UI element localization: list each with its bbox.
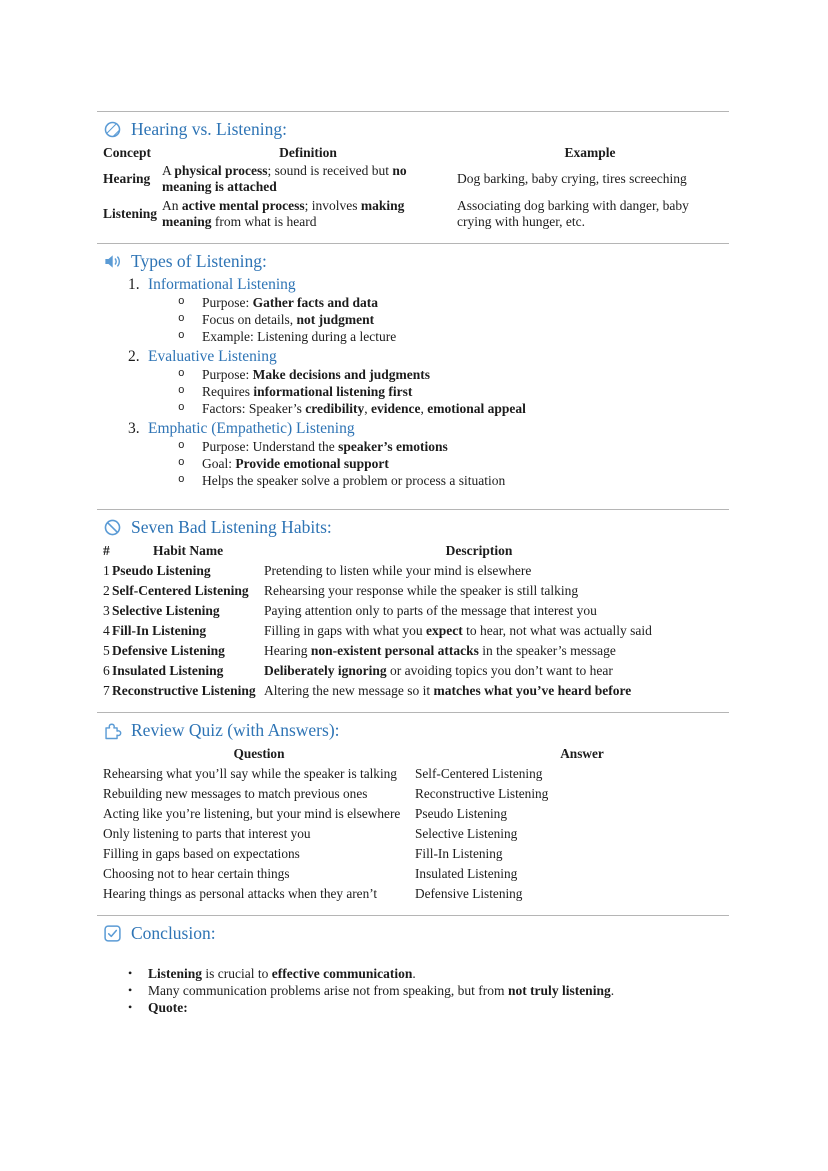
habit-name: Fill-In Listening (112, 623, 207, 638)
quiz-question: Acting like you’re listening, but your mind is elsewhere (103, 806, 401, 821)
table-row (103, 621, 723, 641)
habit-name: Selective Listening (112, 603, 220, 618)
sub-point (97, 294, 729, 311)
habit-name: Defensive Listening (112, 643, 225, 658)
habit-number: 4 (103, 623, 110, 638)
section-title: Seven Bad Listening Habits: (131, 517, 332, 537)
sub-point (97, 328, 729, 345)
circle-bullet-marker: o (178, 330, 185, 342)
habit-description: Paying attention only to parts of the message that interest you (264, 603, 597, 618)
circle-bullet-marker: o (178, 313, 185, 325)
definition-cell: A physical process; sound is received but no meaning is attached (162, 163, 407, 194)
bullet-marker: • (128, 983, 133, 997)
bullet-text: Quote: (148, 1000, 188, 1015)
bullet-marker: • (128, 1000, 133, 1014)
quiz-question: Filling in gaps based on expectations (103, 846, 300, 861)
column-header-answer: Answer (560, 746, 604, 761)
habit-number: 6 (103, 663, 110, 678)
habit-name: Insulated Listening (112, 663, 224, 678)
table-row (103, 884, 749, 904)
table-row (103, 661, 723, 681)
listening-type-name: Evaluative Listening (148, 348, 277, 365)
table-row (103, 196, 723, 231)
concept-cell: Hearing (103, 170, 151, 186)
quiz-question: Rehearsing what you’ll say while the speaker is talking (103, 766, 397, 781)
table-row (103, 601, 723, 621)
quiz-question: Choosing not to hear certain things (103, 866, 290, 881)
column-header-definition: Definition (279, 145, 337, 160)
sub-point-text: Purpose: Make decisions and judgments (202, 367, 431, 382)
section-heading (103, 923, 729, 944)
circle-bullet-marker: o (178, 368, 185, 380)
section-divider (97, 915, 729, 916)
sub-point (97, 311, 729, 328)
document-content (97, 111, 729, 1016)
habit-number: 1 (103, 563, 110, 578)
sub-point-text: Requires informational listening first (202, 384, 413, 399)
habit-description: Altering the new message so it matches what you’ve heard before (264, 683, 632, 698)
table-row (103, 824, 749, 844)
quiz-question: Rebuilding new messages to match previous ones (103, 786, 368, 801)
habit-number: 5 (103, 643, 110, 658)
table-row (103, 681, 723, 701)
sub-point-text: Purpose: Gather facts and data (202, 295, 379, 310)
listening-types-list (97, 275, 729, 489)
section-types-of-listening (97, 251, 729, 489)
hatched-circle-icon (103, 120, 122, 139)
habit-description: Pretending to listen while your mind is elsewhere (264, 563, 532, 578)
sub-point-text: Factors: Speaker’s credibility, evidence, emotional appeal (202, 401, 526, 416)
section-review-quiz (97, 720, 729, 904)
habit-description: Filling in gaps with what you expect to hear, not what was actually said (264, 623, 652, 638)
habits-table (103, 541, 723, 701)
example-cell: Dog barking, baby crying, tires screeching (457, 170, 687, 186)
sub-point-text: Purpose: Understand the speaker’s emotions (202, 439, 448, 454)
column-header-question: Question (233, 746, 285, 761)
circle-bullet-marker: o (178, 457, 185, 469)
habit-name: Self-Centered Listening (112, 583, 249, 598)
table-row (103, 784, 749, 804)
column-header-example: Example (564, 145, 616, 160)
circle-bullet-marker: o (178, 402, 185, 414)
habit-description: Rehearsing your response while the speaker is still talking (264, 583, 579, 598)
conclusion-list (97, 965, 729, 1016)
table-header-row (103, 744, 749, 764)
bullet-text: Listening is crucial to effective communication. (148, 966, 416, 981)
example-cell: Associating dog barking with danger, baby crying with hunger, etc. (457, 198, 689, 229)
table-header-row (103, 144, 723, 161)
definition-cell: An active mental process; involves making meaning from what is heard (162, 198, 405, 229)
table-row (103, 581, 723, 601)
list-item (97, 419, 729, 438)
quiz-answer: Defensive Listening (415, 886, 523, 901)
quiz-question: Only listening to parts that interest you (103, 826, 311, 841)
table-row (103, 561, 723, 581)
section-heading (103, 517, 729, 538)
section-divider (97, 111, 729, 112)
sub-point (97, 438, 729, 455)
habit-description: Deliberately ignoring or avoiding topics you don’t want to hear (264, 663, 613, 678)
section-heading (103, 119, 729, 140)
table-row (103, 764, 749, 784)
table-row (103, 844, 749, 864)
quiz-table (103, 744, 749, 904)
table-header-row (103, 541, 723, 561)
section-title: Types of Listening: (131, 251, 267, 271)
section-conclusion (97, 923, 729, 1016)
bullet-text: Many communication problems arise not from speaking, but from not truly listening. (148, 983, 615, 998)
circle-bullet-marker: o (178, 474, 185, 486)
circle-bullet-marker: o (178, 385, 185, 397)
comparison-table (103, 144, 723, 231)
section-title: Conclusion: (131, 923, 216, 943)
column-header-number: # (103, 543, 110, 558)
table-row (103, 641, 723, 661)
quiz-answer: Selective Listening (415, 826, 518, 841)
bullet-marker: • (128, 966, 133, 980)
sub-point (97, 400, 729, 417)
quiz-answer: Self-Centered Listening (415, 766, 543, 781)
sub-point (97, 472, 729, 489)
listening-type-name: Informational Listening (148, 276, 296, 293)
puzzle-piece-icon (103, 721, 122, 740)
quiz-question: Hearing things as personal attacks when they aren’t (103, 886, 378, 901)
sub-point (97, 383, 729, 400)
table-row (103, 161, 723, 196)
listening-type-name: Emphatic (Empathetic) Listening (148, 420, 355, 437)
sub-point-text: Focus on details, not judgment (202, 312, 375, 327)
sub-point-text: Helps the speaker solve a problem or process a situation (202, 473, 506, 488)
section-title: Review Quiz (with Answers): (131, 720, 340, 740)
habit-description: Hearing non-existent personal attacks in the speaker’s message (264, 643, 616, 658)
quiz-answer: Fill-In Listening (415, 846, 503, 861)
list-number: 1. (128, 276, 140, 293)
list-item (97, 275, 729, 294)
table-row (103, 864, 749, 884)
column-header-description: Description (445, 543, 513, 558)
circle-bullet-marker: o (178, 296, 185, 308)
section-title: Hearing vs. Listening: (131, 119, 288, 139)
table-row (103, 804, 749, 824)
circle-bullet-marker: o (178, 440, 185, 452)
quiz-answer: Reconstructive Listening (415, 786, 549, 801)
prohibition-icon (103, 518, 122, 537)
column-header-concept: Concept (103, 145, 151, 160)
section-heading (103, 251, 729, 272)
sub-point-text: Example: Listening during a lecture (202, 329, 397, 344)
bullet-item (97, 999, 729, 1016)
list-number: 2. (128, 348, 140, 365)
habit-number: 3 (103, 603, 110, 618)
section-divider (97, 712, 729, 713)
quiz-answer: Pseudo Listening (415, 806, 507, 821)
quiz-answer: Insulated Listening (415, 866, 518, 881)
habit-number: 7 (103, 683, 110, 698)
speaker-icon (103, 252, 122, 271)
list-number: 3. (128, 420, 140, 437)
habit-name: Pseudo Listening (112, 563, 211, 578)
section-hearing-vs-listening (97, 119, 729, 231)
section-divider (97, 243, 729, 244)
bullet-item (97, 982, 729, 999)
section-divider (97, 509, 729, 510)
habit-name: Reconstructive Listening (112, 683, 256, 698)
sub-point (97, 366, 729, 383)
list-item (97, 347, 729, 366)
column-header-habit-name: Habit Name (152, 543, 224, 558)
habit-number: 2 (103, 583, 110, 598)
section-heading (103, 720, 729, 741)
bullet-item (97, 965, 729, 982)
concept-cell: Listening (103, 205, 158, 221)
checkbox-checked-icon (103, 924, 122, 943)
sub-point (97, 455, 729, 472)
section-bad-habits (97, 517, 729, 701)
sub-point-text: Goal: Provide emotional support (202, 456, 389, 471)
